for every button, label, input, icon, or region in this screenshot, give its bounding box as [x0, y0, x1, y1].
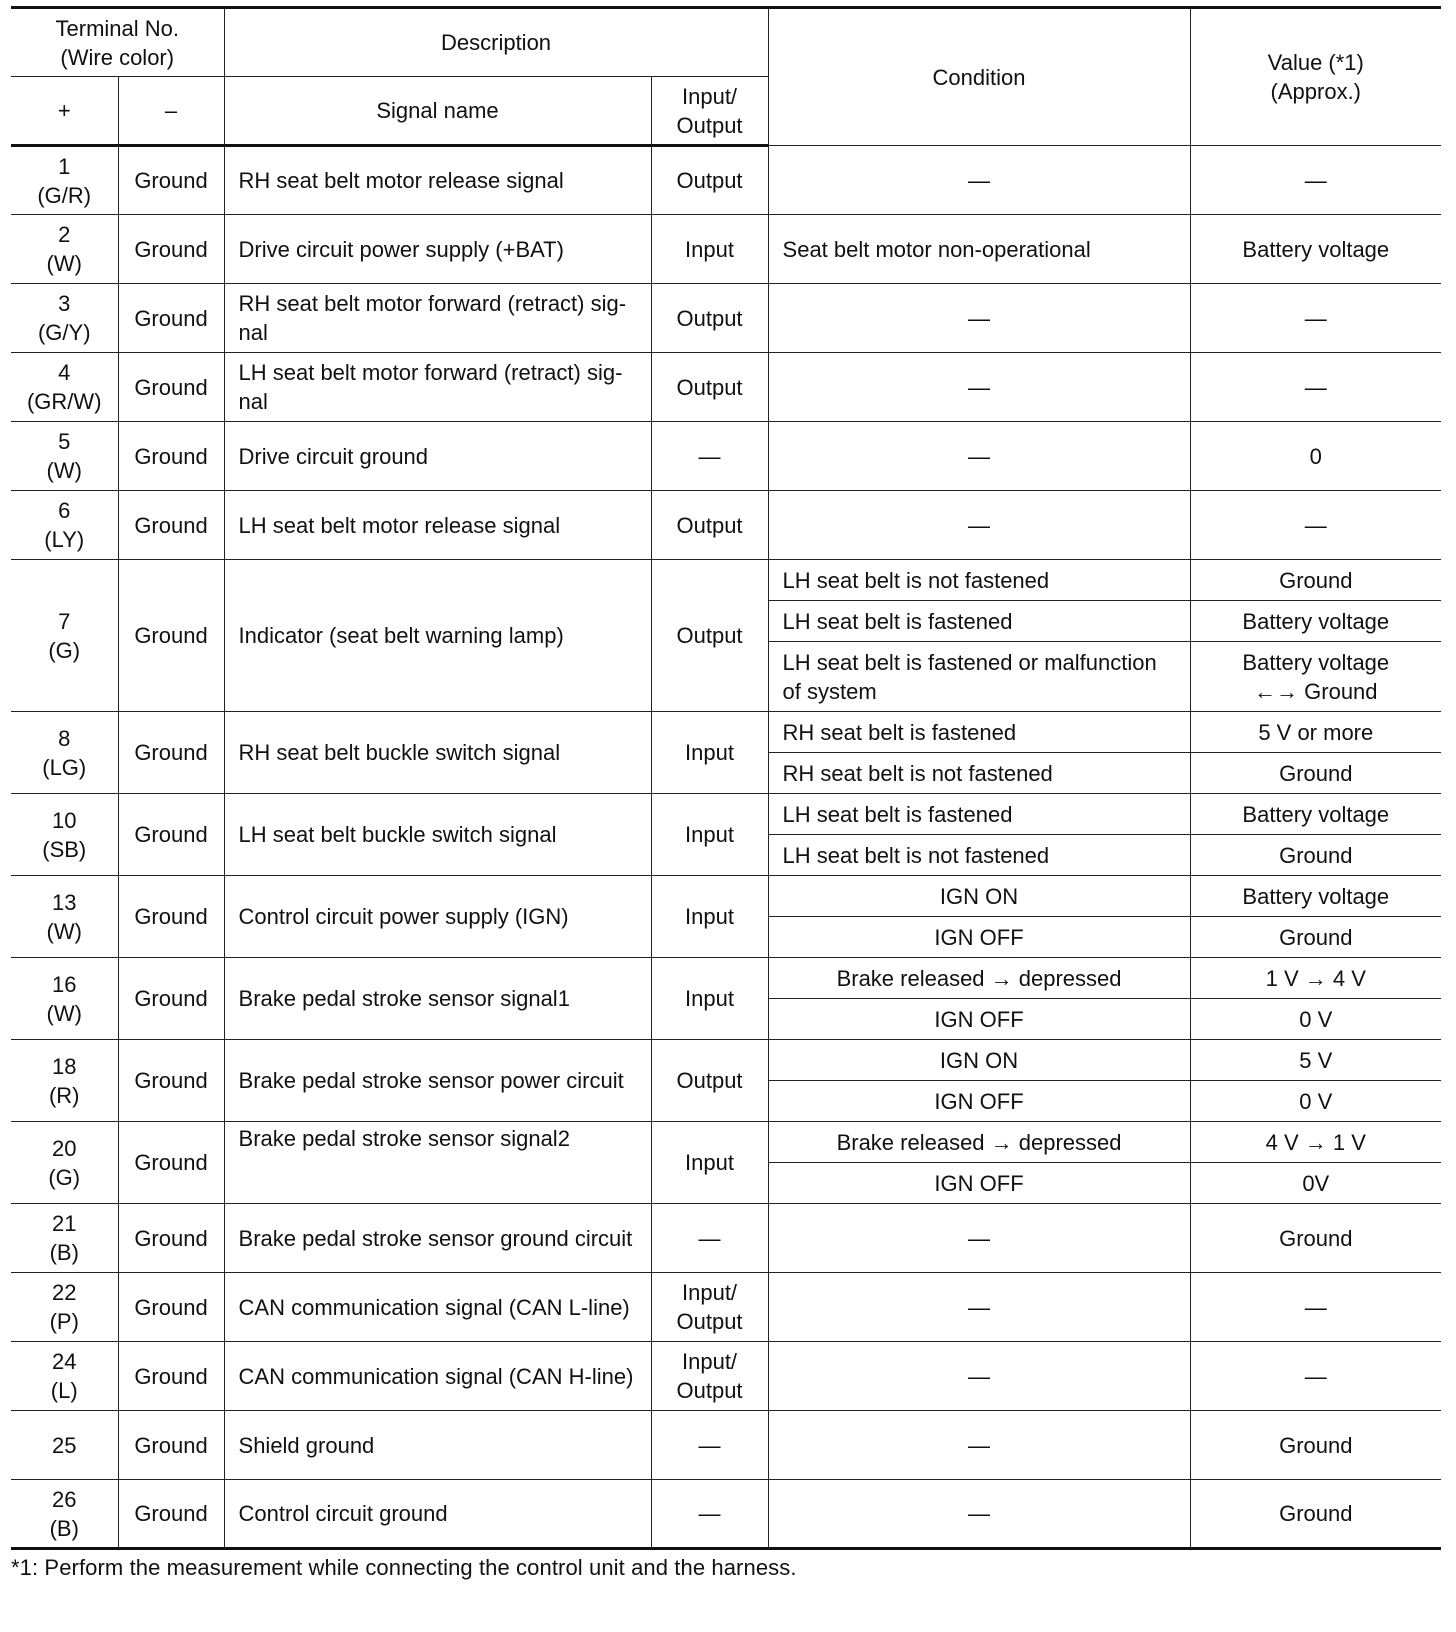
minus-cell-text: Ground	[134, 168, 208, 193]
value-cell	[1190, 999, 1441, 1040]
input-output-cell-text: Input	[685, 822, 734, 847]
input-output-cell-text: Input	[685, 1150, 734, 1175]
wire-color: (G/R)	[37, 182, 92, 208]
terminal-cell	[11, 1204, 118, 1273]
minus-cell-text: Ground	[134, 1225, 208, 1251]
value-cell-text: —	[1304, 512, 1327, 538]
value-cell	[1190, 215, 1441, 284]
table-row	[11, 491, 1441, 560]
wire-color: (W)	[46, 251, 82, 276]
signal-name-cell-text: RH seat belt motor forward (retract) sig- nal	[238, 291, 627, 345]
terminal-number: 7	[58, 608, 71, 634]
condition-cell	[768, 876, 1190, 917]
minus-cell	[118, 215, 224, 284]
terminal-number: 26	[52, 1486, 77, 1512]
terminal-number: 8	[58, 725, 71, 751]
value-cell-text: —	[1304, 305, 1327, 331]
value-cell-text: 4 V → 1 V	[1265, 1129, 1366, 1155]
value-cell	[1190, 1163, 1441, 1204]
condition-cell	[768, 1342, 1190, 1411]
minus-cell	[118, 284, 224, 353]
input-output-cell	[651, 794, 768, 876]
minus-cell	[118, 353, 224, 422]
signal-name-cell	[224, 215, 651, 284]
value-cell	[1190, 491, 1441, 560]
terminal-cell	[11, 876, 118, 958]
condition-cell-text: IGN OFF	[934, 924, 1024, 950]
input-output-cell	[651, 146, 768, 215]
condition-cell	[768, 1163, 1190, 1204]
header-terminal: Terminal No. (Wire color)	[11, 8, 224, 77]
table-row	[11, 1122, 1441, 1163]
signal-name-cell-text: Drive circuit power supply (+BAT)	[238, 236, 564, 262]
value-cell	[1190, 958, 1441, 999]
input-output-cell-text: Output	[676, 623, 743, 648]
value-cell-text: Ground	[1279, 924, 1353, 950]
signal-name-cell	[224, 794, 651, 876]
input-output-cell	[651, 876, 768, 958]
input-output-cell	[651, 1122, 768, 1204]
condition-cell-text: —	[968, 374, 991, 400]
minus-cell	[118, 876, 224, 958]
condition-cell-text: —	[968, 1501, 991, 1526]
condition-cell-text: LH seat belt is fastened or malfunction of system	[782, 649, 1157, 704]
terminal-number: 21	[52, 1211, 77, 1236]
condition-cell-text: RH seat belt is not fastened	[782, 760, 1053, 786]
condition-cell-text: —	[968, 1225, 991, 1251]
terminal-number: 24	[52, 1349, 77, 1374]
condition-cell	[768, 712, 1190, 753]
terminal-cell	[11, 958, 118, 1040]
value-cell-text: Ground	[1279, 567, 1353, 593]
wire-color: (SB)	[42, 836, 87, 862]
terminal-spec-document	[11, 6, 1441, 1581]
minus-cell-text: Ground	[134, 986, 208, 1011]
minus-cell	[118, 1411, 224, 1480]
input-output-cell	[651, 1342, 768, 1411]
value-cell	[1190, 642, 1441, 712]
wire-color: (LY)	[44, 527, 85, 552]
input-output-cell	[651, 215, 768, 284]
condition-cell-text: LH seat belt is not fastened	[782, 842, 1050, 868]
terminal-number: 25	[52, 1432, 77, 1458]
value-cell-text: Battery voltage	[1242, 883, 1390, 909]
input-output-cell-text: Output	[676, 168, 743, 193]
signal-name-cell	[224, 491, 651, 560]
condition-cell-text: IGN OFF	[934, 1170, 1024, 1196]
signal-name-cell	[224, 1122, 651, 1204]
wire-color: (W)	[46, 1000, 82, 1026]
condition-cell	[768, 1081, 1190, 1122]
input-output-cell-text: —	[698, 443, 721, 469]
value-cell	[1190, 1040, 1441, 1081]
value-cell-text: —	[1304, 1363, 1327, 1389]
value-cell	[1190, 712, 1441, 753]
condition-cell-text: LH seat belt is fastened	[782, 801, 1013, 827]
minus-cell	[118, 1040, 224, 1122]
terminal-cell	[11, 353, 118, 422]
minus-cell	[118, 1122, 224, 1204]
minus-cell-text: Ground	[134, 1501, 208, 1526]
condition-cell	[768, 1122, 1190, 1163]
minus-cell-text: Ground	[134, 1150, 208, 1175]
terminal-cell	[11, 1040, 118, 1122]
value-cell	[1190, 422, 1441, 491]
wire-color: (G/Y)	[37, 320, 91, 345]
input-output-cell	[651, 1040, 768, 1122]
condition-cell-text: IGN ON	[939, 883, 1019, 909]
signal-name-cell	[224, 1273, 651, 1342]
input-output-cell	[651, 1480, 768, 1549]
terminal-cell	[11, 712, 118, 794]
minus-cell	[118, 422, 224, 491]
value-cell-text: —	[1304, 167, 1327, 193]
value-cell-text: Ground	[1279, 1501, 1353, 1526]
header-value: Value (*1) (Approx.)	[1190, 8, 1441, 146]
input-output-cell-text: Output	[676, 305, 743, 331]
terminal-number: 10	[52, 807, 77, 833]
condition-cell	[768, 917, 1190, 958]
condition-cell	[768, 1040, 1190, 1081]
terminal-cell	[11, 491, 118, 560]
condition-cell-text: IGN ON	[939, 1047, 1019, 1073]
minus-cell	[118, 794, 224, 876]
table-row	[11, 284, 1441, 353]
input-output-cell	[651, 491, 768, 560]
condition-cell-text: —	[968, 512, 991, 538]
signal-name-cell	[224, 1342, 651, 1411]
condition-cell	[768, 353, 1190, 422]
condition-cell-text: Brake released → depressed	[836, 965, 1122, 991]
input-output-cell-text: Output	[676, 1068, 743, 1093]
value-cell	[1190, 284, 1441, 353]
input-output-cell-text: Input/ Output	[676, 1349, 743, 1403]
terminal-number: 6	[58, 498, 71, 523]
minus-cell	[118, 1342, 224, 1411]
value-cell-text: Battery voltage	[1242, 801, 1390, 827]
terminal-cell	[11, 794, 118, 876]
terminal-table	[11, 6, 1441, 1550]
input-output-cell-text: Output	[676, 374, 743, 400]
terminal-number: 20	[52, 1135, 77, 1161]
table-row	[11, 1204, 1441, 1273]
table-body	[11, 146, 1441, 1549]
terminal-number: 1	[58, 153, 71, 179]
condition-cell	[768, 1480, 1190, 1549]
signal-name-cell	[224, 876, 651, 958]
minus-cell	[118, 1273, 224, 1342]
terminal-cell	[11, 422, 118, 491]
value-cell-text: 0 V	[1299, 1006, 1333, 1032]
value-cell	[1190, 917, 1441, 958]
value-cell-text: 5 V	[1299, 1047, 1333, 1073]
signal-name-cell	[224, 1411, 651, 1480]
minus-cell	[118, 1204, 224, 1273]
input-output-cell	[651, 422, 768, 491]
value-cell-text: 0	[1309, 443, 1322, 469]
terminal-cell	[11, 1342, 118, 1411]
condition-cell-text: LH seat belt is not fastened	[782, 567, 1050, 593]
input-output-cell-text: —	[698, 1501, 721, 1526]
value-cell-text: 5 V or more	[1258, 719, 1374, 745]
value-cell	[1190, 560, 1441, 601]
value-cell	[1190, 876, 1441, 917]
condition-cell	[768, 642, 1190, 712]
wire-color: (W)	[46, 918, 82, 944]
minus-cell-text: Ground	[134, 236, 208, 262]
condition-cell-text: —	[968, 443, 991, 469]
terminal-number: 18	[52, 1053, 77, 1079]
value-cell-text: Battery voltage	[1242, 608, 1390, 634]
wire-color: (R)	[48, 1082, 80, 1108]
terminal-cell	[11, 284, 118, 353]
table-row	[11, 353, 1441, 422]
input-output-cell	[651, 1273, 768, 1342]
signal-name-cell-text: Brake pedal stroke sensor power circuit	[238, 1068, 624, 1093]
minus-cell-text: Ground	[134, 1363, 208, 1389]
minus-cell-text: Ground	[134, 1068, 208, 1093]
table-row	[11, 1411, 1441, 1480]
minus-cell-text: Ground	[134, 305, 208, 331]
input-output-cell	[651, 712, 768, 794]
table-row	[11, 1273, 1441, 1342]
signal-name-cell-text: Brake pedal stroke sensor ground circuit	[238, 1225, 633, 1251]
wire-color: (B)	[49, 1240, 79, 1265]
terminal-cell	[11, 1411, 118, 1480]
input-output-cell-text: —	[698, 1225, 721, 1251]
minus-cell	[118, 560, 224, 712]
condition-cell	[768, 146, 1190, 215]
terminal-number: 22	[52, 1280, 77, 1305]
signal-name-cell-text: Brake pedal stroke sensor signal1	[238, 986, 570, 1011]
minus-cell-text: Ground	[134, 1294, 208, 1320]
value-cell	[1190, 1122, 1441, 1163]
terminal-cell	[11, 1480, 118, 1549]
condition-cell-text: —	[968, 1294, 991, 1320]
minus-cell-text: Ground	[134, 443, 208, 469]
terminal-number: 16	[52, 971, 77, 997]
table-row	[11, 146, 1441, 215]
signal-name-cell	[224, 422, 651, 491]
input-output-cell	[651, 958, 768, 1040]
table-row	[11, 712, 1441, 753]
signal-name-cell	[224, 1204, 651, 1273]
condition-cell-text: —	[968, 305, 991, 331]
condition-cell-text: —	[968, 1432, 991, 1458]
signal-name-cell	[224, 284, 651, 353]
signal-name-cell-text: Indicator (seat belt warning lamp)	[238, 623, 564, 648]
signal-name-cell-text: LH seat belt buckle switch signal	[238, 822, 557, 847]
header-signal-name: Signal name	[224, 77, 651, 146]
condition-cell	[768, 1411, 1190, 1480]
terminal-cell	[11, 215, 118, 284]
value-cell-text: Ground	[1279, 1432, 1353, 1458]
value-cell-text: Battery voltage	[1242, 236, 1390, 262]
terminal-number: 3	[58, 291, 71, 316]
input-output-cell	[651, 353, 768, 422]
signal-name-cell-text: Drive circuit ground	[238, 443, 429, 469]
header-input-output: Input/ Output	[651, 77, 768, 146]
signal-name-cell	[224, 353, 651, 422]
value-cell	[1190, 1204, 1441, 1273]
input-output-cell-text: Input	[685, 986, 734, 1011]
condition-cell	[768, 958, 1190, 999]
value-cell	[1190, 1081, 1441, 1122]
value-cell	[1190, 1411, 1441, 1480]
terminal-number: 2	[58, 222, 71, 247]
condition-cell	[768, 491, 1190, 560]
wire-color: (LG)	[42, 754, 87, 780]
value-cell	[1190, 1480, 1441, 1549]
wire-color: (G)	[48, 1164, 81, 1190]
signal-name-cell	[224, 958, 651, 1040]
signal-name-cell	[224, 1480, 651, 1549]
terminal-cell	[11, 146, 118, 215]
condition-cell-text: Seat belt motor non-operational	[782, 236, 1091, 262]
signal-name-cell	[224, 560, 651, 712]
wire-color: (W)	[46, 458, 82, 483]
value-cell	[1190, 753, 1441, 794]
input-output-cell	[651, 560, 768, 712]
value-cell-text: 1 V → 4 V	[1265, 965, 1366, 991]
condition-cell	[768, 794, 1190, 835]
input-output-cell	[651, 1411, 768, 1480]
value-cell	[1190, 794, 1441, 835]
input-output-cell-text: —	[698, 1432, 721, 1458]
value-cell	[1190, 601, 1441, 642]
condition-cell-text: LH seat belt is fastened	[782, 608, 1013, 634]
condition-cell-text: IGN OFF	[934, 1088, 1024, 1114]
signal-name-cell	[224, 146, 651, 215]
condition-cell-text: IGN OFF	[934, 1006, 1024, 1032]
value-cell-text: Ground	[1279, 1225, 1353, 1251]
condition-cell-text: Brake released → depressed	[836, 1129, 1122, 1155]
header-description: Description	[224, 8, 768, 77]
table-row	[11, 1480, 1441, 1549]
terminal-number: 5	[58, 429, 71, 454]
minus-cell	[118, 146, 224, 215]
minus-cell	[118, 958, 224, 1040]
value-cell-text: Battery voltage ←→ Ground	[1242, 649, 1390, 704]
minus-cell-text: Ground	[134, 512, 208, 538]
value-cell-text: 0V	[1302, 1170, 1330, 1196]
value-cell	[1190, 146, 1441, 215]
condition-cell	[768, 560, 1190, 601]
input-output-cell-text: Output	[676, 512, 743, 538]
condition-cell	[768, 835, 1190, 876]
header-condition: Condition	[768, 8, 1190, 146]
minus-cell-text: Ground	[134, 374, 208, 400]
input-output-cell-text: Input/ Output	[676, 1280, 743, 1334]
input-output-cell-text: Input	[685, 904, 734, 929]
terminal-cell	[11, 1122, 118, 1204]
signal-name-cell-text: LH seat belt motor forward (retract) sig- nal	[238, 360, 623, 414]
header-plus: +	[11, 77, 118, 146]
condition-cell	[768, 753, 1190, 794]
table-row	[11, 1342, 1441, 1411]
table-row	[11, 560, 1441, 601]
value-cell	[1190, 1342, 1441, 1411]
condition-cell	[768, 999, 1190, 1040]
input-output-cell-text: Input	[685, 236, 734, 262]
minus-cell-text: Ground	[134, 904, 208, 929]
condition-cell	[768, 601, 1190, 642]
terminal-number: 13	[52, 889, 77, 915]
wire-color: (GR/W)	[26, 389, 102, 414]
signal-name-cell-text: Brake pedal stroke sensor signal2	[238, 1126, 570, 1151]
minus-cell	[118, 1480, 224, 1549]
condition-cell-text: —	[968, 167, 991, 193]
table-row	[11, 958, 1441, 999]
terminal-cell	[11, 560, 118, 712]
minus-cell	[118, 491, 224, 560]
signal-name-cell-text: Shield ground	[238, 1432, 375, 1458]
condition-cell	[768, 1204, 1190, 1273]
minus-cell-text: Ground	[134, 740, 208, 765]
value-cell-text: —	[1304, 1294, 1327, 1320]
table-row	[11, 215, 1441, 284]
wire-color: (G)	[48, 637, 81, 663]
minus-cell-text: Ground	[134, 822, 208, 847]
condition-cell	[768, 1273, 1190, 1342]
condition-cell-text: —	[968, 1363, 991, 1389]
minus-cell	[118, 712, 224, 794]
signal-name-cell-text: RH seat belt motor release signal	[238, 168, 564, 193]
value-cell-text: 0 V	[1299, 1088, 1333, 1114]
condition-cell	[768, 215, 1190, 284]
minus-cell-text: Ground	[134, 623, 208, 648]
value-cell-text: Ground	[1279, 842, 1353, 868]
value-cell-text: Ground	[1279, 760, 1353, 786]
signal-name-cell-text: RH seat belt buckle switch signal	[238, 740, 561, 765]
condition-cell	[768, 422, 1190, 491]
condition-cell	[768, 284, 1190, 353]
wire-color: (P)	[49, 1309, 79, 1334]
signal-name-cell-text: LH seat belt motor release signal	[238, 512, 561, 538]
minus-cell-text: Ground	[134, 1432, 208, 1458]
table-header	[11, 8, 1441, 146]
input-output-cell	[651, 1204, 768, 1273]
value-cell	[1190, 835, 1441, 876]
terminal-number: 4	[58, 360, 71, 385]
signal-name-cell-text: CAN communication signal (CAN L-line)	[238, 1294, 630, 1320]
table-row	[11, 1040, 1441, 1081]
value-cell	[1190, 353, 1441, 422]
table-row	[11, 794, 1441, 835]
header-minus: –	[118, 77, 224, 146]
condition-cell-text: RH seat belt is fastened	[782, 719, 1017, 745]
footnote: *1: Perform the measurement while connecting the control unit and the harness.	[11, 1555, 797, 1580]
input-output-cell-text: Input	[685, 740, 734, 765]
signal-name-cell	[224, 712, 651, 794]
signal-name-cell	[224, 1040, 651, 1122]
terminal-cell	[11, 1273, 118, 1342]
signal-name-cell-text: CAN communication signal (CAN H-line)	[238, 1363, 634, 1389]
signal-name-cell-text: Control circuit power supply (IGN)	[238, 904, 569, 929]
signal-name-cell-text: Control circuit ground	[238, 1501, 448, 1526]
table-row	[11, 422, 1441, 491]
input-output-cell	[651, 284, 768, 353]
value-cell-text: —	[1304, 374, 1327, 400]
table-row	[11, 876, 1441, 917]
value-cell	[1190, 1273, 1441, 1342]
wire-color: (B)	[49, 1515, 79, 1541]
wire-color: (L)	[50, 1378, 78, 1403]
